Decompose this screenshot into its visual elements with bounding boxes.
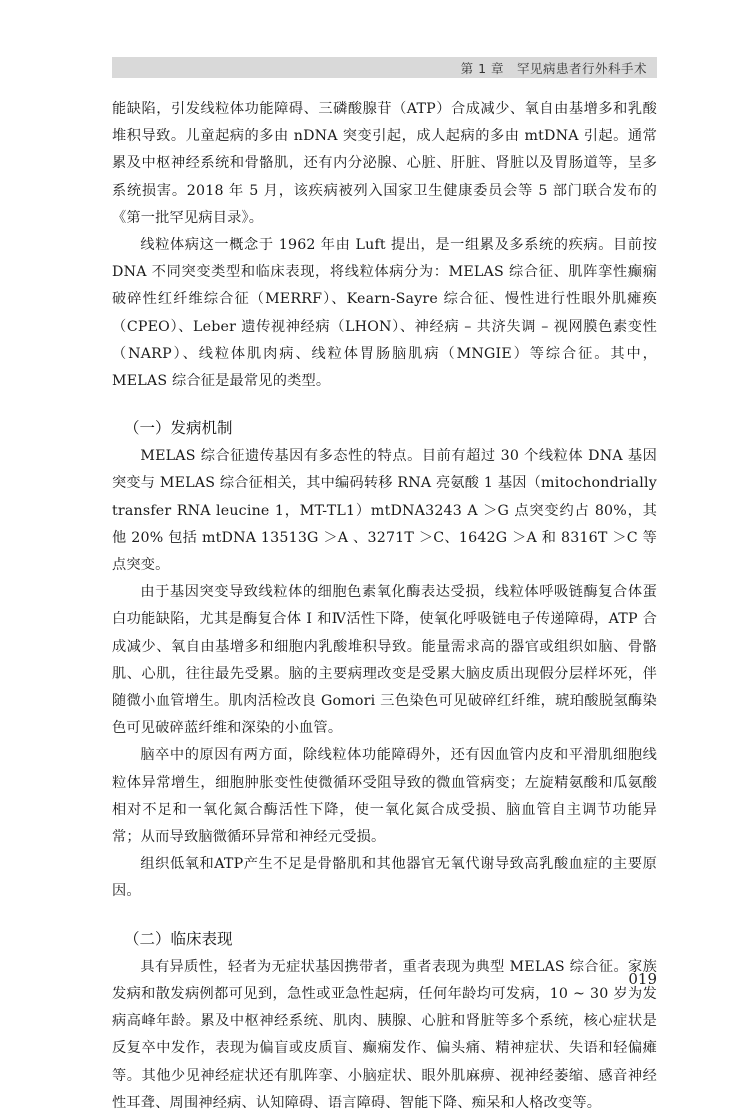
intro-paragraph-1: 能缺陷，引发线粒体功能障碍、三磷酸腺苷（ATP）合成减少、氧自由基增多和乳酸堆积导致。儿童起病的多由 nDNA 突变引起，成人起病的多由 mtDNA 引起。通常累及中枢神经系统和骨骼肌，还有内分泌腺、心脏、肝脏、肾脏以及胃肠道等，呈多系统损害。2018 年 5 月，该疾病被列入国家卫生健康委员会等 5 部门联合发布的《第一批罕见病目录》。 <box>112 101 657 226</box>
page-body <box>112 96 657 1117</box>
running-title: 第 1 章 罕见病患者行外科手术 <box>460 61 647 76</box>
clinical-paragraph-1: 具有异质性，轻者为无症状基因携带者，重者表现为典型 MELAS 综合征。家族发病和散发病例都可见到，急性或亚急性起病，任何年龄均可发病，10 ~ 30 岁为发病高峰年龄。累及中枢神经系统、肌肉、胰腺、心脏和肾脏等多个系统，核心症状是反复卒中发作，表现为偏盲或皮质盲、癫痫发作、偏头痛、精神症状、失语和轻偏瘫等。其他少见神经症状还有肌阵挛、小脑症状、眼外肌麻痹、视神经萎缩、感音神经性耳聋、周围神经病、认知障碍、语言障碍、智能下降、痴呆和人格改变等。 <box>112 958 657 1111</box>
pathogenesis-paragraph-4: 组织低氧和ATP产生不足是骨骼肌和其他器官无氧代谢导致高乳酸血症的主要原因。 <box>112 856 657 900</box>
pathogenesis-paragraph-3: 脑卒中的原因有两方面，除线粒体功能障碍外，还有因血管内皮和平滑肌细胞线粒体异常增生，细胞肿胀变性使微循环受阻导致的微血管病变；左旋精氨酸和瓜氨酸相对不足和一氧化氮合酶活性下降，使一氧化氮合成受损、脑血管自主调节功能异常；从而导致脑微循环异常和神经元受损。 <box>112 747 657 846</box>
page-number: 019 <box>628 970 657 988</box>
intro-paragraph-2: 线粒体病这一概念于 1962 年由 Luft 提出，是一组累及多系统的疾病。目前按 DNA 不同突变类型和临床表现，将线粒体病分为：MELAS 综合征、肌阵挛性癫痫破碎性红纤维综合征（MERRF）、Kearn-Sayre 综合征、慢性进行性眼外肌瘫痪（CPEO）、Leber 遗传视神经病（LHON）、神经病 – 共济失调 – 视网膜色素变性（NARP）、线粒体肌肉病、线粒体胃肠脑肌病（MNGIE）等综合征。其中，MELAS 综合征是最常见的类型。 <box>112 237 657 390</box>
section-heading-clinical-manifestations: （二）临床表现 <box>124 929 233 948</box>
pathogenesis-paragraph-1: MELAS 综合征遗传基因有多态性的特点。目前有超过 30 个线粒体 DNA 基因突变与 MELAS 综合征相关，其中编码转移 RNA 亮氨酸 1 基因（mitochondrially transfer RNA leucine 1，MT-TL1）mtDNA3243 A ＞G 点突变约占 80%，其他 20% 包括 mtDNA 13513G ＞A 、3271T ＞C、1642G ＞A 和 8316T ＞C 等点突变。 <box>112 448 657 574</box>
running-header-bar <box>112 57 657 78</box>
section-heading-pathogenesis: （一）发病机制 <box>124 419 233 438</box>
pathogenesis-paragraph-2: 由于基因突变导致线粒体的细胞色素氧化酶表达受损，线粒体呼吸链酶复合体蛋白功能缺陷，尤其是酶复合体 Ⅰ 和Ⅳ活性下降，使氧化呼吸链电子传递障碍，ATP 合成减少、氧自由基增多和细胞内乳酸堆积导致。能量需求高的器官或组织如脑、骨骼肌、心肌，往往最先受累。脑的主要病理改变是受累大脑皮质出现假分层样坏死，伴随微小血管增生。肌肉活检改良 Gomori 三色染色可见破碎红纤维，琥珀酸脱氢酶染色可见破碎蓝纤维和深染的小血管。 <box>112 584 657 737</box>
